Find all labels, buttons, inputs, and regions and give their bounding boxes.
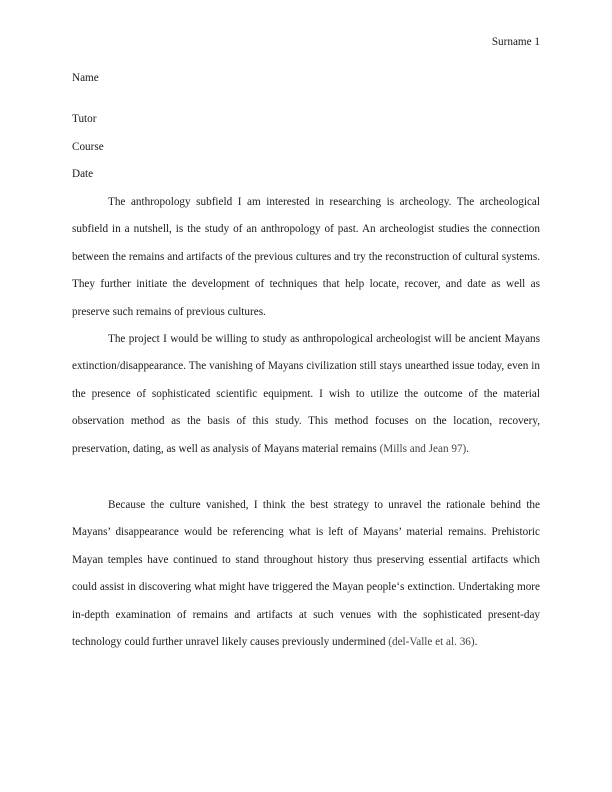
- course-name: Course: [72, 141, 104, 153]
- paragraph-end: .: [474, 636, 478, 649]
- date: Date: [72, 168, 94, 180]
- paragraph-end: .: [466, 442, 470, 455]
- in-text-citation: (del-Valle et al. 36): [388, 636, 475, 649]
- tutor-name: Tutor: [72, 113, 97, 125]
- paragraph-1: [72, 189, 540, 326]
- paragraph-text: Because the culture vanished, I think the best strategy to unravel the rationale behind the Mayans’ disappearance would be referencing what is left of Mayans’ material remains. Prehistoric Mayan temples have continued to stand throughout history thus preserving essential artifacts which could assist in discovering what might have triggered the Mayan people‘s extinction. Undertaking more in-depth examination of remains and artifacts at such venues with the sophisticated present-day technology could further unravel likely causes previously undermined: [72, 499, 540, 649]
- student-name: Name: [72, 72, 99, 84]
- paragraph-2: [72, 326, 540, 463]
- running-head: Surname 1: [491, 36, 540, 48]
- paragraph-text: The anthropology subfield I am interested in researching is archeology. The archeological subfield in a nutshell, is the study of an anthropology of past. An archeologist studies the connection between the remains and artifacts of the previous cultures and try the reconstruction of cultural systems. They further initiate the development of techniques that help locate, recover, and date as well as preserve such remains of previous cultures.: [72, 196, 540, 318]
- in-text-citation: (Mills and Jean 97): [379, 442, 467, 455]
- paragraph-3: [72, 492, 540, 656]
- paragraph-text: The project I would be willing to study as anthropological archeologist will be ancient Mayans extinction/disappearance. The vanishing of Mayans civilization still stays unearthed issue today, even in the presence of sophisticated scientific equipment. I wish to utilize the outcome of the material observation method as the basis of this study. This method focuses on the location, recovery, preservation, dating, as well as analysis of Mayans material remains: [72, 333, 540, 455]
